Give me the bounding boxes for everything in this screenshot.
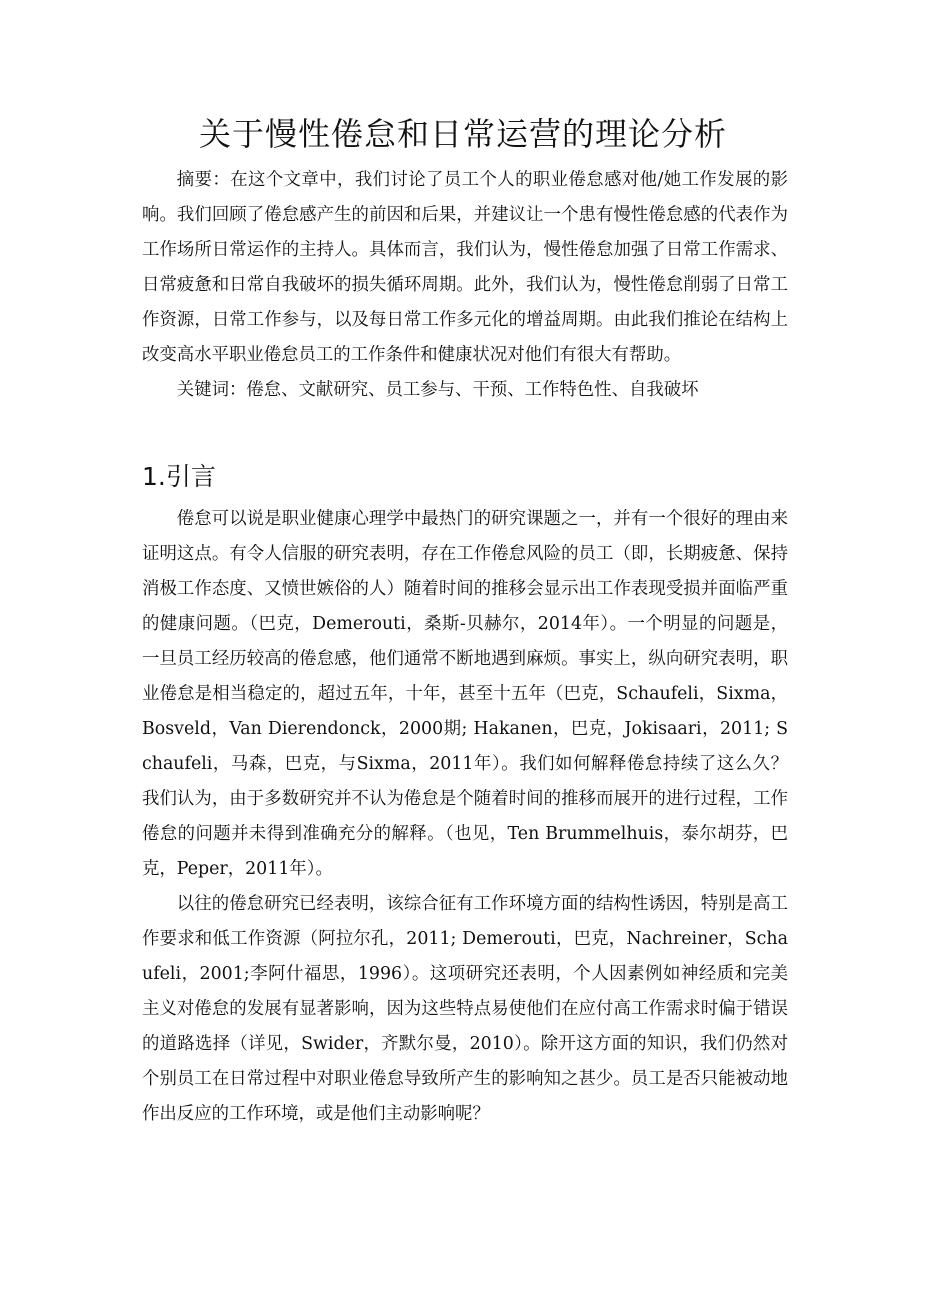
keywords-paragraph: 关键词：倦怠、文献研究、员工参与、干预、工作特色性、自我破坏	[176, 380, 699, 400]
section-heading-introduction: 1.引言	[142, 462, 216, 491]
abstract-paragraph: 摘要：在这个文章中，我们讨论了员工个人的职业倦怠感对他/她工作发展的影响。我们回顾了倦怠感产生的前因和后果，并建议让一个患有慢性倦怠感的代表作为工作场所日常运作的主持人。具体而言，我们认为，慢性倦怠加强了日常工作需求、日常疲惫和日常自我破坏的损失循环周期。此外，我们认为，慢性倦怠削弱了日常工作资源，日常工作参与，以及每日常工作多元化的增益周期。由此我们推论在结构上改变高水平职业倦怠员工的工作条件和健康状况对他们有很大有帮助。	[142, 170, 788, 365]
document-title: 关于慢性倦怠和日常运营的理论分析	[198, 115, 727, 153]
introduction-section	[142, 502, 788, 1132]
intro-paragraph-2: 以往的倦怠研究已经表明，该综合征有工作环境方面的结构性诱因，特别是高工作要求和低工作资源（阿拉尔孔，2011; Demerouti，巴克，Nachreiner，Schaufeli，2001;李阿什福思，1996）。这项研究还表明，个人因素例如神经质和完美主义对倦怠的发展有显著影响，因为这些特点易使他们在应付高工作需求时偏于错误的道路选择（详见，Swider，齐默尔曼，2010）。除开这方面的知识，我们仍然对个别员工在日常过程中对职业倦怠导致所产生的影响知之甚少。员工是否只能被动地作出反应的工作环境，或是他们主动影响呢？	[142, 894, 788, 1124]
abstract-section	[142, 163, 788, 408]
intro-paragraph-1: 倦怠可以说是职业健康心理学中最热门的研究课题之一，并有一个很好的理由来证明这点。有令人信服的研究表明，存在工作倦怠风险的员工（即，长期疲惫、保持消极工作态度、又愤世嫉俗的人）随着时间的推移会显示出工作表现受损并面临严重的健康问题。（巴克，Demerouti，桑斯-贝赫尔，2014年）。一个明显的问题是，一旦员工经历较高的倦怠感，他们通常不断地遇到麻烦。事实上，纵向研究表明，职业倦怠是相当稳定的，超过五年，十年，甚至十五年（巴克，Schaufeli，Sixma，Bosveld，Van Dierendonck，2000期; Hakanen，巴克，Jokisaari，2011; Schaufeli，马森，巴克，与Sixma，2011年）。我们如何解释倦怠持续了这么久？我们认为，由于多数研究并不认为倦怠是个随着时间的推移而展开的进行过程，工作倦怠的问题并未得到准确充分的解释。（也见，Ten Brummelhuis，泰尔胡芬，巴克，Peper，2011年）。	[142, 509, 788, 879]
